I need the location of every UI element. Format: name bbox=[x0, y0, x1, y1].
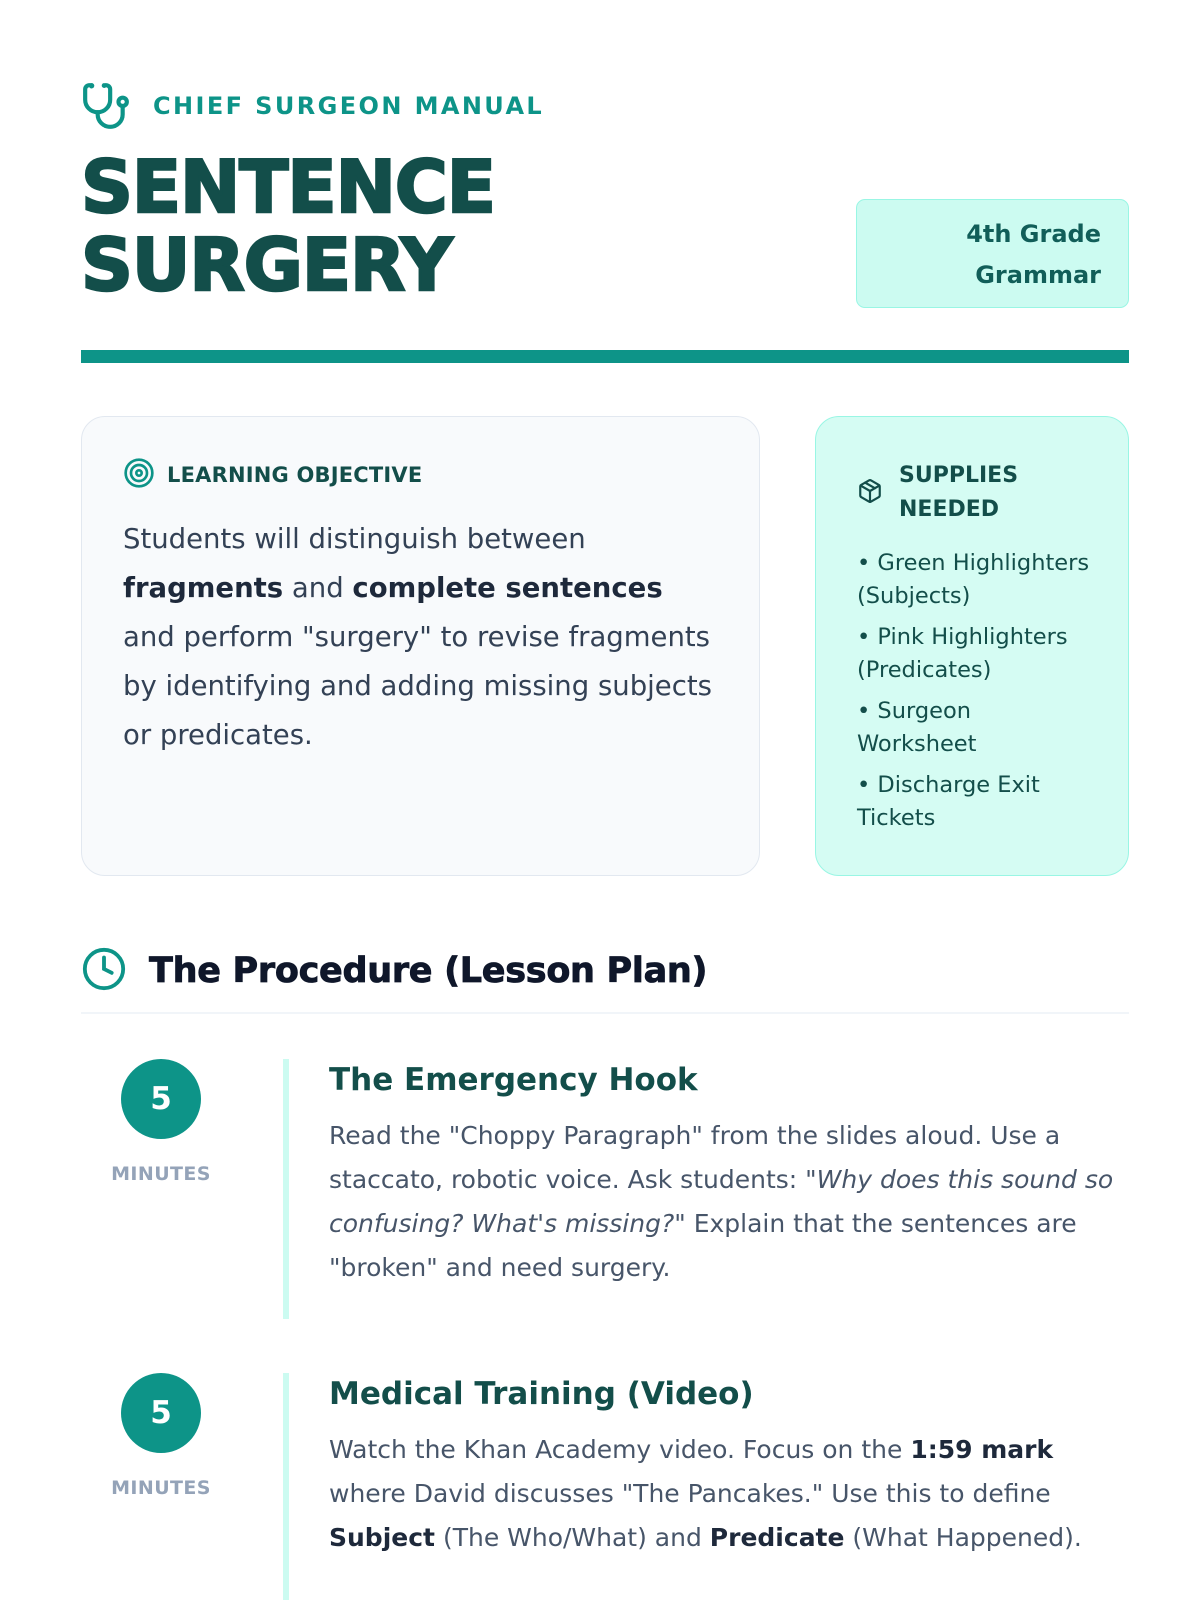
grade-line-2: Grammar bbox=[975, 261, 1101, 289]
clock-icon bbox=[81, 946, 127, 996]
supplies-list bbox=[857, 547, 1090, 835]
step-bar bbox=[283, 1373, 289, 1600]
step-title: Medical Training (Video) bbox=[329, 1376, 754, 1412]
learning-objective-card bbox=[81, 416, 760, 876]
target-icon bbox=[123, 457, 155, 493]
manual-eyebrow bbox=[81, 80, 544, 132]
procedure-step bbox=[81, 1059, 1129, 1319]
supplies-label: SUPPLIES NEEDED bbox=[899, 463, 1019, 522]
objective-header bbox=[123, 457, 718, 493]
procedure-divider bbox=[81, 1012, 1129, 1014]
procedure-heading bbox=[81, 945, 707, 997]
step-duration bbox=[111, 1373, 211, 1499]
procedure-title: The Procedure (Lesson Plan) bbox=[149, 951, 708, 991]
supplies-card bbox=[815, 416, 1129, 876]
manual-label: CHIEF SURGEON MANUAL bbox=[153, 92, 545, 120]
minutes-label: MINUTES bbox=[111, 1477, 211, 1499]
objective-label: LEARNING OBJECTIVE bbox=[167, 463, 423, 487]
step-title: The Emergency Hook bbox=[329, 1062, 698, 1098]
step-body bbox=[329, 1059, 1129, 1290]
step-bar bbox=[283, 1059, 289, 1319]
minutes-badge: 5 bbox=[121, 1373, 201, 1453]
step-text: Watch the Khan Academy video. Focus on the 1:59 mark where David discusses "The Pancakes." Use this to define Subject (The Who/What) and Predicate (What Happened). bbox=[329, 1435, 1082, 1552]
grade-badge bbox=[856, 199, 1129, 308]
supplies-header bbox=[857, 459, 1090, 527]
procedure-step bbox=[81, 1373, 1129, 1600]
step-text: Read the "Choppy Paragraph" from the slides aloud. Use a staccato, robotic voice. Ask students: "Why does this sound so confusing? What's missing?" Explain that the sentences are "broken" and need surgery. bbox=[329, 1121, 1114, 1282]
step-duration bbox=[111, 1059, 211, 1185]
stethoscope-icon bbox=[81, 80, 135, 132]
page-title bbox=[81, 145, 495, 307]
title-line-2: SURGERY bbox=[81, 223, 452, 307]
grade-line-1: 4th Grade bbox=[966, 220, 1101, 248]
package-icon bbox=[857, 478, 883, 508]
minutes-badge: 5 bbox=[121, 1059, 201, 1139]
supply-item: • Pink Highlighters (Predicates) bbox=[857, 624, 1068, 683]
header-divider bbox=[81, 350, 1129, 363]
minutes-label: MINUTES bbox=[111, 1163, 211, 1185]
title-line-1: SENTENCE bbox=[81, 145, 495, 229]
supply-item: • Discharge Exit Tickets bbox=[857, 772, 1040, 831]
supply-item: • Surgeon Worksheet bbox=[857, 698, 977, 757]
supply-item: • Green Highlighters (Subjects) bbox=[857, 550, 1090, 609]
objective-text: Students will distinguish between fragments and complete sentences and perform "surgery" to revise fragments by identifying and adding missing subjects or predicates. bbox=[123, 523, 712, 751]
step-body bbox=[329, 1373, 1129, 1560]
lesson-plan-page bbox=[81, 0, 1129, 1600]
